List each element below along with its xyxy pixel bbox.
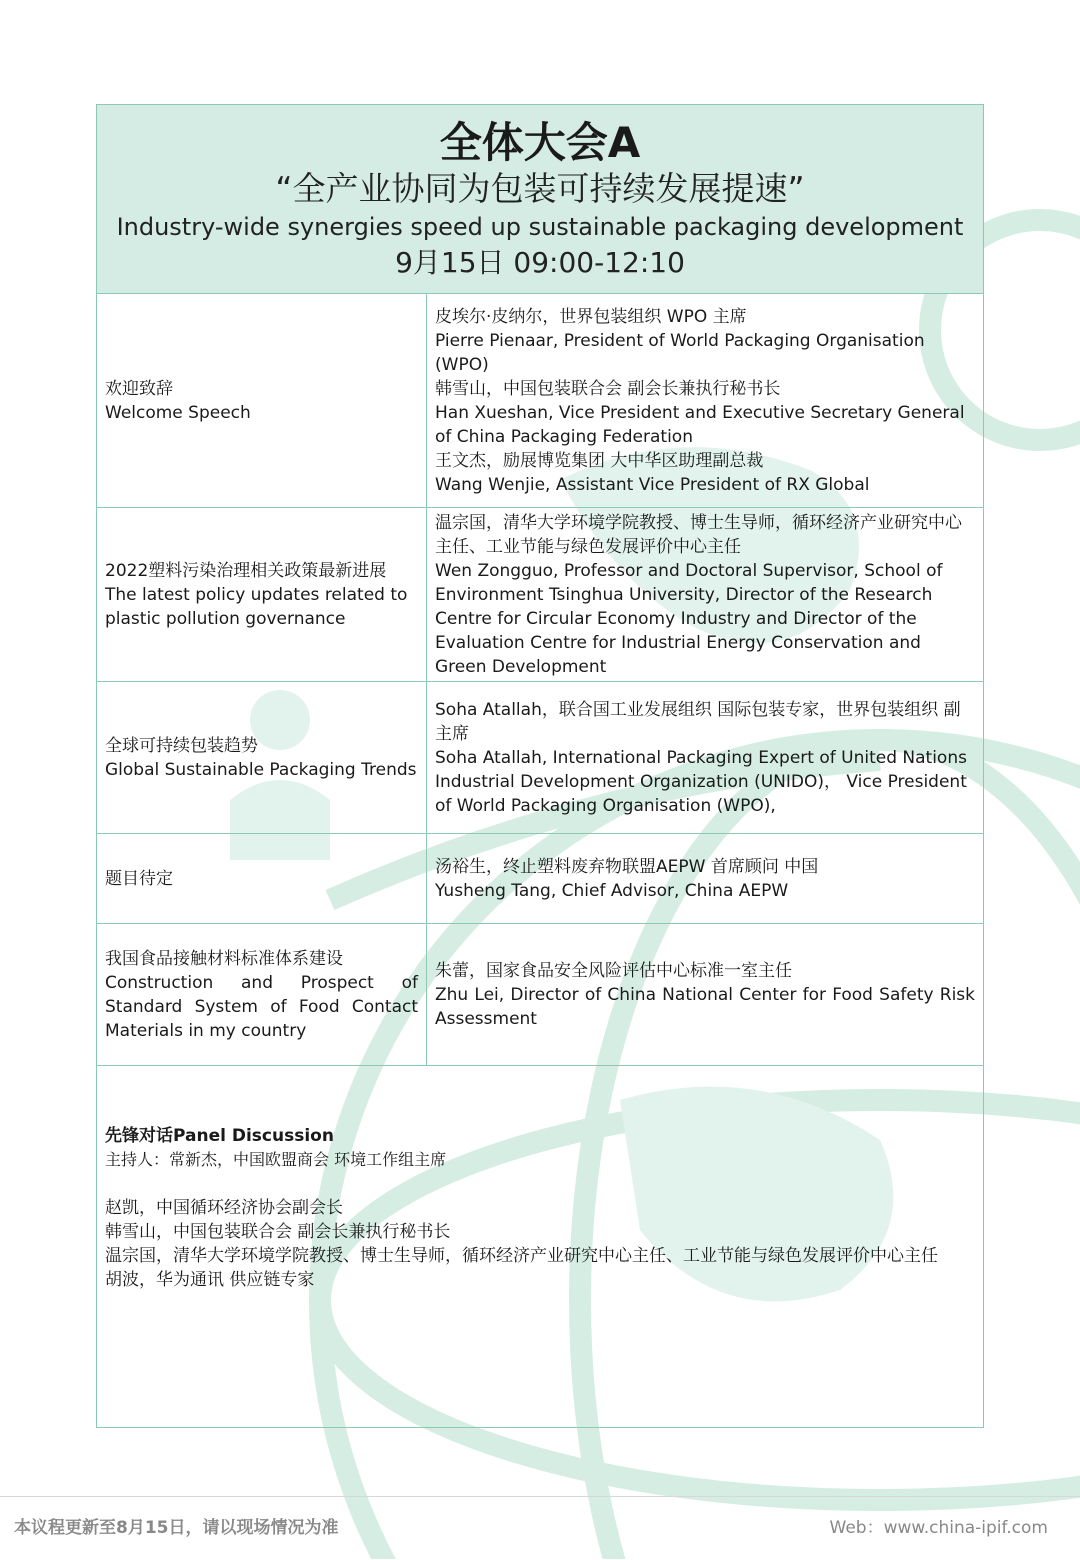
header-row [97,105,984,294]
topic-cell [97,508,427,682]
speaker-cell [427,682,984,834]
speaker-line: 温宗国，清华大学环境学院教授、博士生导师，循环经济产业研究中心主任、工业节能与绿色发展评价中心主任 [435,512,962,557]
session-datetime: 9月15日 09:00-12:10 [395,246,685,279]
agenda-row [97,508,984,682]
topic-cn: 题目待定 [105,868,173,889]
panel-member: 温宗国，清华大学环境学院教授、博士生导师，循环经济产业研究中心主任、工业节能与绿色发展评价中心主任 [105,1246,938,1266]
footer-note: 本议程更新至8月15日，请以现场情况为准 [14,1518,339,1538]
agenda-table [96,104,984,1428]
agenda-row [97,834,984,924]
speaker-line: Pierre Pienaar, President of World Packaging Organisation (WPO) [435,330,925,375]
speaker-line: Yusheng Tang, Chief Advisor, China AEPW [435,880,789,901]
agenda-row [97,924,984,1066]
topic-cell [97,834,427,924]
panel-member: 韩雪山，中国包装联合会 副会长兼执行秘书长 [105,1222,451,1242]
footer-website: Web：www.china-ipif.com [829,1518,1048,1538]
panel-cell [97,1066,984,1428]
panel-row [97,1066,984,1428]
speaker-line: Soha Atallah，联合国工业发展组织 国际包装专家，世界包装组织 副主席 [435,699,961,744]
panel-member: 赵凯，中国循环经济协会副会长 [105,1198,343,1218]
session-subtitle-en: Industry-wide synergies speed up sustainable packaging development [116,213,964,241]
topic-cell [97,682,427,834]
topic-en: Construction and Prospect of Standard System of Food Contact Materials in my country [105,972,418,1041]
speaker-cell [427,508,984,682]
speaker-line: 皮埃尔·皮纳尔，世界包装组织 WPO 主席 [435,306,747,327]
speaker-cell [427,924,984,1066]
speaker-line: 汤裕生，终止塑料废弃物联盟AEPW 首席顾问 中国 [435,856,819,877]
speaker-line: Wang Wenjie, Assistant Vice President of RX Global [435,474,870,495]
footer-bar [0,1496,1080,1560]
topic-cn: 全球可持续包装趋势 [105,735,258,756]
topic-en: Global Sustainable Packaging Trends [105,759,417,780]
topic-cn: 2022塑料污染治理相关政策最新进展 [105,560,387,581]
speaker-line: 朱蕾，国家食品安全风险评估中心标准一室主任 [435,960,792,981]
speaker-cell [427,294,984,508]
speaker-line: Wen Zongguo, Professor and Doctoral Supervisor, School of Environment Tsinghua University, Director of the Research Centre for Circular Economy Industry and Director of the Evaluation Centre for Industrial Energy Conservation and Green Development [435,560,943,677]
panel-host: 主持人：常新杰，中国欧盟商会 环境工作组主席 [105,1150,447,1169]
topic-cn: 我国食品接触材料标准体系建设 [105,948,343,969]
speaker-line: Han Xueshan, Vice President and Executive Secretary General of China Packaging Federation [435,402,965,447]
topic-cell [97,924,427,1066]
agenda-row [97,294,984,508]
speaker-line: 韩雪山，中国包装联合会 副会长兼执行秘书长 [435,378,781,399]
speaker-line: Soha Atallah, International Packaging Expert of United Nations Industrial Development Organization (UNIDO)， Vice President of World Packaging Organisation (WPO), [435,747,967,816]
speaker-line: Zhu Lei, Director of China National Center for Food Safety Risk Assessment [435,984,975,1029]
topic-cell [97,294,427,508]
topic-en: Welcome Speech [105,402,251,423]
agenda-row [97,682,984,834]
speaker-line: 王文杰，励展博览集团 大中华区助理副总裁 [435,450,764,471]
topic-en: The latest policy updates related to plastic pollution governance [105,584,408,629]
session-title: 全体大会A [439,118,641,167]
topic-cn: 欢迎致辞 [105,378,173,399]
speaker-cell [427,834,984,924]
header-cell [97,105,984,294]
spacer [105,1172,975,1196]
panel-title: 先锋对话Panel Discussion [105,1126,334,1146]
session-subtitle-cn: “全产业协同为包装可持续发展提速” [275,169,805,208]
panel-member: 胡波，华为通讯 供应链专家 [105,1270,315,1290]
